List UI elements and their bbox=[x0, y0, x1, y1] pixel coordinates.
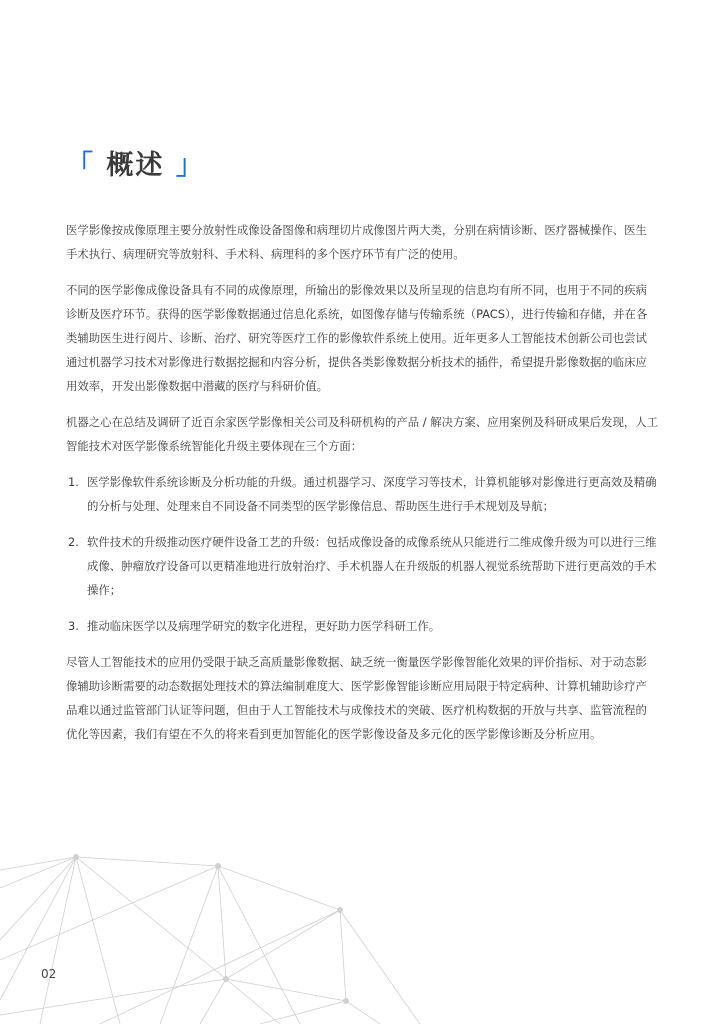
list-item bbox=[66, 614, 658, 638]
paragraph-research-summary: 机器之心在总结及调研了近百余家医学影像相关公司及科研机构的产品 / 解决方案、应用案例及科研成果后发现，人工智能技术对医学影像系统智能化升级主要体现在三个方面： bbox=[66, 415, 659, 453]
paragraph-imaging-systems: 不同的医学影像成像设备具有不同的成像原理，所输出的影像效果以及所呈现的信息均有所不同，也用于不同的疾病诊断及医疗环节。获得的医学影像数据通过信息化系统，如图像存储与传输系统（PACS），进行传输和存储，并在各类辅助医生进行阅片、诊断、治疗、研究等医疗工作的影像软件系统上使用。近年更多人工智能技术创新公司也尝试通过机器学习技术对影像进行数据挖掘和内容分析，提供各类影像数据分析技术的插件，希望提升影像数据的临床应用效率，开发出影像数据中潜藏的医疗与科研价值。 bbox=[66, 283, 648, 393]
page-number: 02 bbox=[41, 967, 57, 981]
list-item-number: 2. bbox=[68, 535, 79, 549]
title-text: 概述 bbox=[95, 150, 176, 181]
list-item bbox=[66, 470, 658, 518]
list-item-number: 3. bbox=[68, 619, 79, 633]
list-item bbox=[66, 530, 658, 602]
list-item-text: 推动临床医学以及病理学研究的数字化进程，更好助力医学科研工作。 bbox=[87, 619, 441, 633]
title-close-bracket: 」 bbox=[175, 150, 205, 181]
title-open-bracket: 「 bbox=[66, 150, 95, 181]
list-item-number: 1. bbox=[68, 475, 79, 489]
paragraph-closing: 尽管人工智能技术的应用仍受限于缺乏高质量影像数据、缺乏统一衡量医学影像智能化效果的评价指标、对于动态影像辅助诊断需要的动态数据处理技术的算法编制难度大、医学影像智能诊断应用局限于特定病种、计算机辅助诊疗产品难以通过监管部门认证等问题，但由于人工智能技术与成像技术的突破、医疗机构数据的开放与共享、监管流程的优化等因素，我们有望在不久的将来看到更加智能化的医学影像设备及多元化的医学影像诊断及分析应用。 bbox=[66, 655, 647, 741]
section-title bbox=[66, 146, 205, 186]
decorative-network-graphic bbox=[0, 824, 724, 1024]
upgrade-list bbox=[66, 470, 658, 638]
body-content bbox=[66, 218, 658, 758]
list-item-text: 医学影像软件系统诊断及分析功能的升级。通过机器学习、深度学习等技术，计算机能够对影像进行更高效及精确的分析与处理、处理来自不同设备不同类型的医学影像信息、帮助医生进行手术规划及导航； bbox=[87, 475, 657, 513]
paragraph-intro: 医学影像按成像原理主要分放射性成像设备图像和病理切片成像图片两大类，分别在病情诊断、医疗器械操作、医生手术执行、病理研究等放射科、手术科、病理科的多个医疗环节有广泛的使用。 bbox=[66, 223, 647, 261]
list-item-text: 软件技术的升级推动医疗硬件设备工艺的升级：包括成像设备的成像系统从只能进行二维成像升级为可以进行三维成像、肿瘤放疗设备可以更精准地进行放射治疗、手术机器人在升级版的机器人视觉系统帮助下进行更高效的手术操作； bbox=[87, 535, 657, 597]
